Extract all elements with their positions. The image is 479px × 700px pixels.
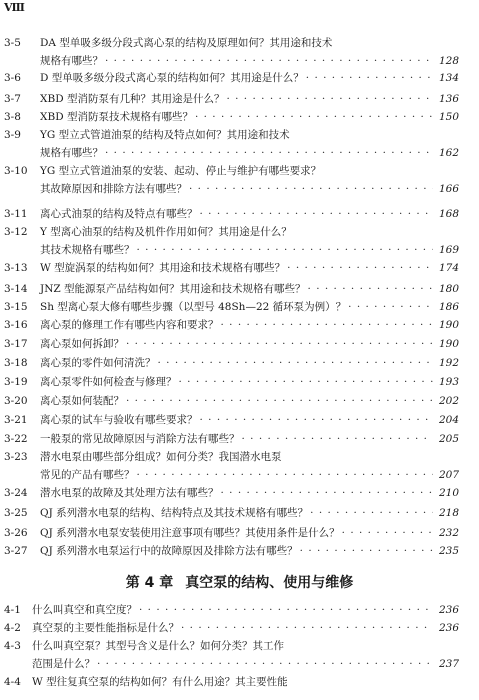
leader-dots [126, 395, 433, 408]
toc-entry-page: 128 [438, 55, 459, 67]
toc-entry-page: 236 [438, 604, 459, 616]
toc-entry-title: 离心泵零件如何检查与修理？ [40, 376, 177, 388]
toc-entry-number: 3-17 [4, 338, 28, 350]
toc-entry-page: 180 [438, 283, 459, 295]
toc-entry-title-continued: 规格有哪些？ [40, 55, 103, 67]
toc-entry-title: XBD 型消防泵有几种？其用途是什么？ [40, 93, 225, 105]
toc-entry-number: 3-5 [4, 37, 21, 49]
leader-dots [308, 283, 433, 296]
leader-dots [195, 111, 433, 124]
leader-dots [348, 301, 433, 314]
toc-entry-page: 218 [438, 507, 459, 519]
toc-entry-number: 4-4 [4, 676, 21, 688]
leader-dots [287, 262, 433, 275]
leader-dots [200, 414, 434, 427]
leader-dots [158, 357, 434, 370]
toc-entry-number: 3-12 [4, 226, 28, 238]
toc-entry-number: 3-10 [4, 165, 28, 177]
toc-entry-title: 潜水电泵由哪些部分组成？如何分类？我国潜水电泵 [40, 451, 282, 463]
toc-entry-title: Sh 型离心泵大修有哪些步骤（以型号 48Sh—22 循环泵为例）？ [40, 301, 347, 313]
toc-entry-title: 潜水电泵的故障及其处理方法有哪些？ [40, 487, 219, 499]
leader-dots [126, 338, 433, 351]
toc-entry-number: 3-24 [4, 487, 28, 499]
toc-entry-title-continued: 其故障原因和排除方法有哪些？ [40, 183, 187, 195]
toc-entry-page: 169 [438, 244, 459, 256]
toc-entry-title: QJ 系列潜水电泵运行中的故障原因及排除方法有哪些？ [40, 545, 298, 557]
toc-entry-title: QJ 系列潜水电泵的结构、结构特点及其技术规格有哪些？ [40, 507, 309, 519]
toc-entry-number: 4-1 [4, 604, 21, 616]
toc-entry-number: 3-19 [4, 376, 28, 388]
toc-entry-title-continued: 范围是什么？ [32, 658, 95, 670]
toc-entry-page: 237 [438, 658, 459, 670]
toc-entry-number: 3-18 [4, 357, 28, 369]
toc-entry-page: 186 [438, 301, 459, 313]
toc-entry-page: 190 [438, 338, 459, 350]
leader-dots [181, 622, 433, 635]
toc-entry-title: 离心泵的修理工作有哪些内容和要求？ [40, 319, 219, 331]
toc-entry-title: YG 型立式管道油泵的安装、起动、停止与维护有哪些要求？ [40, 165, 322, 177]
toc-entry-title: 什么叫真空和真空度？ [32, 604, 137, 616]
toc-entry-number: 3-26 [4, 527, 28, 539]
toc-entry-title: W 型旋涡泵的结构如何？其用途和技术规格有哪些？ [40, 262, 286, 274]
toc-entry-title: Y 型离心油泵的结构及机件作用如何？其用途是什么？ [40, 226, 292, 238]
toc-entry-number: 3-7 [4, 93, 21, 105]
toc-entry-number: 3-8 [4, 111, 21, 123]
toc-entry-title: 离心泵的试车与验收有哪些要求？ [40, 414, 198, 426]
toc-entry-page: 210 [438, 487, 459, 499]
toc-entry-title: 离心式油泵的结构及特点有哪些？ [40, 208, 198, 220]
toc-entry-page: 192 [438, 357, 459, 369]
toc-entry-page: 193 [438, 376, 459, 388]
toc-entry-title: QJ 系列潜水电泵安装使用注意事项有哪些？其使用条件是什么？ [40, 527, 340, 539]
leader-dots [179, 376, 434, 389]
chapter-title: 真空泵的结构、使用与维修 [185, 575, 354, 591]
toc-entry-title: 离心泵如何拆卸？ [40, 338, 124, 350]
toc-entry-page: 205 [438, 433, 459, 445]
toc-entry-title-continued: 其技术规格有哪些？ [40, 244, 135, 256]
leader-dots [189, 183, 433, 196]
page-number-roman: Ⅷ [4, 1, 24, 14]
leader-dots [137, 469, 434, 482]
toc-entry-number: 3-25 [4, 507, 28, 519]
toc-entry-title: D 型单吸多级分段式离心泵的结构如何？其用途是什么？ [40, 72, 304, 84]
leader-dots [242, 433, 434, 446]
toc-entry-page: 134 [438, 72, 459, 84]
toc-entry-page: 166 [438, 183, 459, 195]
toc-entry-title: W 型往复真空泵的结构如何？有什么用途？其主要性能 [32, 676, 288, 688]
toc-entry-number: 3-27 [4, 545, 28, 557]
toc-entry-page: 207 [438, 469, 459, 481]
toc-entry-title: JNZ 型能源泵产品结构如何？其用途和技术规格有哪些？ [40, 283, 306, 295]
chapter-number: 第 4 章 [125, 575, 174, 591]
leader-dots [137, 244, 434, 257]
leader-dots [105, 55, 433, 68]
toc-entry-number: 3-15 [4, 301, 28, 313]
toc-entry-page: 232 [438, 527, 459, 539]
toc-entry-page: 202 [438, 395, 459, 407]
toc-entry-number: 3-16 [4, 319, 28, 331]
toc-entry-title: 真空泵的主要性能指标是什么？ [32, 622, 179, 634]
toc-entry-title: XBD 型消防泵技术规格有哪些？ [40, 111, 193, 123]
toc-entry-number: 3-6 [4, 72, 21, 84]
toc-entry-title: YG 型立式管道油泵的结构及特点如何？其用途和技术 [40, 129, 290, 141]
toc-entry-title: 一般泵的常见故障原因与消除方法有哪些？ [40, 433, 240, 445]
toc-entry-number: 4-2 [4, 622, 21, 634]
toc-entry-number: 4-3 [4, 640, 21, 652]
toc-entry-title: 什么叫真空泵？其型号含义是什么？如何分类？其工作 [32, 640, 284, 652]
leader-dots [221, 319, 434, 332]
toc-entry-page: 190 [438, 319, 459, 331]
leader-dots [226, 93, 433, 106]
toc-entry-number: 3-14 [4, 283, 28, 295]
toc-entry-title: 离心泵的零件如何清洗？ [40, 357, 156, 369]
toc-entry-page: 162 [438, 147, 459, 159]
toc-entry-page: 136 [438, 93, 459, 105]
chapter-heading [0, 572, 479, 592]
toc-entry-number: 3-23 [4, 451, 28, 463]
leader-dots [200, 208, 434, 221]
toc-entry-title-continued: 常见的产品有哪些？ [40, 469, 135, 481]
leader-dots [306, 72, 433, 85]
toc-entry-number: 3-20 [4, 395, 28, 407]
toc-entry-title: 离心泵如何装配？ [40, 395, 124, 407]
toc-entry-title-continued: 规格有哪些？ [40, 147, 103, 159]
toc-entry-title: DA 型单吸多级分段式离心泵的结构及原理如何？其用途和技术 [40, 37, 333, 49]
toc-entry-page: 235 [438, 545, 459, 557]
toc-entry-page: 150 [438, 111, 459, 123]
leader-dots [300, 545, 433, 558]
toc-entry-page: 174 [438, 262, 459, 274]
toc-entry-page: 168 [438, 208, 459, 220]
leader-dots [342, 527, 433, 540]
leader-dots [310, 507, 433, 520]
leader-dots [221, 487, 434, 500]
toc-entry-page: 204 [438, 414, 459, 426]
leader-dots [139, 604, 433, 617]
toc-entry-number: 3-11 [4, 208, 28, 220]
toc-entry-number: 3-21 [4, 414, 28, 426]
leader-dots [97, 658, 433, 671]
toc-entry-number: 3-13 [4, 262, 28, 274]
toc-entry-number: 3-22 [4, 433, 28, 445]
leader-dots [105, 147, 433, 160]
toc-entry-number: 3-9 [4, 129, 21, 141]
toc-entry-page: 236 [438, 622, 459, 634]
